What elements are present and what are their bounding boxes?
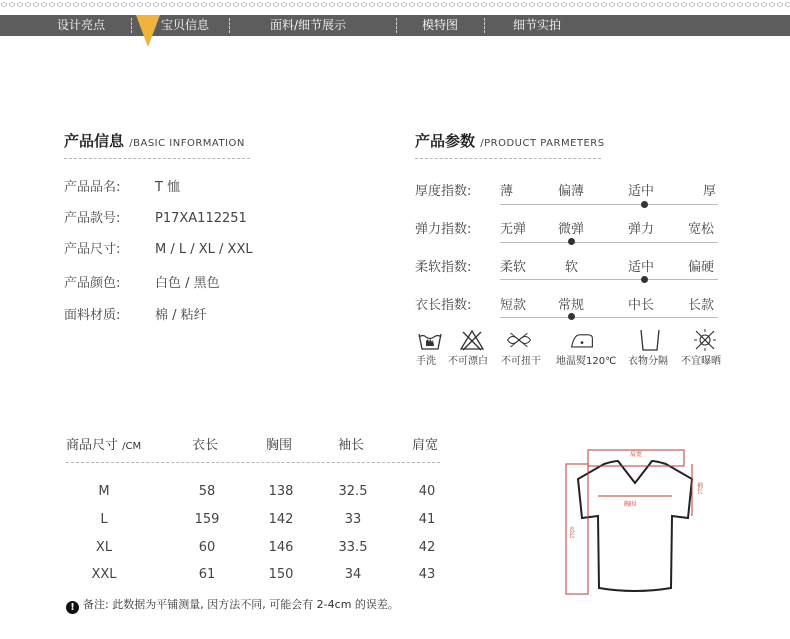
basic-info-heading: 产品信息 /BASIC INFORMATION [64, 132, 245, 150]
info-row-material: 面料材质: 棉 / 粘纤 [64, 308, 207, 323]
param-scale-line [500, 279, 718, 280]
param-option: 短款 [500, 298, 527, 313]
nav-separator [396, 18, 397, 33]
size-value: 33 [344, 512, 362, 527]
tshirt-collar [618, 461, 652, 483]
nav-separator [229, 18, 230, 33]
size-header-shoulder: 肩宽 [412, 438, 439, 453]
care-label: 衣物分隔 [628, 356, 668, 367]
param-option: 适中 [628, 184, 655, 199]
nav-separator [131, 18, 132, 33]
divider [415, 158, 601, 159]
param-option: 适中 [628, 260, 655, 275]
active-tab-indicator [136, 15, 160, 47]
warning-icon: ! [66, 601, 79, 614]
param-indicator-dot [641, 276, 648, 283]
size-value: 146 [268, 540, 294, 555]
size-value: 138 [268, 484, 294, 499]
nav-separator [484, 18, 485, 33]
param-option: 偏硬 [688, 260, 715, 275]
care-label: 不宜曝晒 [681, 356, 721, 367]
divider [64, 158, 250, 159]
no-bleach-icon [459, 328, 485, 352]
nav-tab-design-highlights[interactable]: 设计亮点 [57, 18, 106, 32]
param-scale-line [500, 242, 718, 243]
size-value: 33.5 [338, 540, 368, 555]
no-sun-icon [692, 328, 718, 352]
size-value: 60 [198, 540, 216, 555]
measurement-note [66, 596, 399, 614]
param-option: 弹力 [628, 222, 655, 237]
size-header-chest: 胸围 [266, 438, 293, 453]
size-label: M [98, 484, 110, 499]
low-iron-icon [569, 328, 595, 352]
size-value: 42 [418, 540, 436, 555]
param-option: 厚 [703, 184, 717, 199]
param-option: 微弹 [558, 222, 585, 237]
tshirt-outline [578, 461, 692, 591]
param-option: 柔软 [500, 260, 527, 275]
length-label: 衣长 [567, 526, 575, 538]
size-value: 40 [418, 484, 436, 499]
chest-label: 胸围 [623, 501, 637, 508]
size-value: 159 [194, 512, 220, 527]
care-label: 不可漂白 [448, 356, 488, 367]
size-value: 61 [198, 567, 216, 582]
size-value: 58 [198, 484, 216, 499]
size-label: XL [95, 540, 113, 555]
size-header-sleeve: 袖长 [338, 438, 365, 453]
nav-tab-model-photos[interactable]: 模特图 [422, 18, 459, 32]
param-label-elasticity: 弹力指数: [415, 222, 472, 237]
hand-wash-icon [417, 328, 443, 352]
size-label: L [100, 512, 108, 527]
tshirt-measurement-diagram [560, 446, 710, 596]
param-option: 薄 [500, 184, 514, 199]
separate-wash-icon [637, 328, 663, 352]
param-option: 宽松 [688, 222, 715, 237]
param-scale-line [500, 204, 718, 205]
note-text: 备注: 此数据为平铺测量, 因方法不同, 可能会有 2-4cm 的误差。 [83, 598, 399, 611]
size-value: 150 [268, 567, 294, 582]
shoulder-label: 肩宽 [629, 451, 643, 458]
param-label-thickness: 厚度指数: [415, 184, 472, 199]
param-option: 无弹 [500, 222, 527, 237]
nav-tab-detail-shots[interactable]: 细节实拍 [513, 18, 562, 32]
care-label: 手洗 [416, 356, 436, 367]
param-scale-line [500, 317, 718, 318]
nav-bar [0, 15, 790, 36]
param-label-softness: 柔软指数: [415, 260, 472, 275]
size-header-length: 衣长 [192, 438, 219, 453]
nav-tab-product-info[interactable]: 宝贝信息 [161, 18, 210, 32]
product-params-heading: 产品参数 /PRODUCT PARMETERS [415, 132, 605, 150]
param-indicator-dot [568, 313, 575, 320]
sleeve-label: 袖长 [695, 482, 703, 494]
param-option: 中长 [628, 298, 655, 313]
size-value: 32.5 [338, 484, 368, 499]
info-row-name: 产品品名: T 恤 [64, 180, 181, 195]
care-label: 不可扭干 [501, 356, 541, 367]
param-indicator-dot [641, 201, 648, 208]
size-table-title: 商品尺寸 /CM [66, 438, 142, 453]
info-row-sizes: 产品尺寸: M / L / XL / XXL [64, 242, 253, 257]
size-value: 41 [418, 512, 436, 527]
param-option: 常规 [558, 298, 585, 313]
param-option: 长款 [688, 298, 715, 313]
size-value: 43 [418, 567, 436, 582]
divider [66, 462, 440, 463]
size-label: XXL [91, 567, 117, 582]
size-value: 34 [344, 567, 362, 582]
info-row-colors: 产品颜色: 白色 / 黑色 [64, 276, 220, 291]
param-indicator-dot [568, 238, 575, 245]
nav-tab-fabric-details[interactable]: 面料/细节展示 [270, 18, 347, 32]
param-label-length: 衣长指数: [415, 298, 472, 313]
no-wring-icon [506, 328, 532, 352]
info-row-style-number: 产品款号: P17XA112251 [64, 211, 247, 226]
size-value: 142 [268, 512, 294, 527]
param-option: 偏薄 [558, 184, 585, 199]
decorative-chain-border [0, 0, 790, 9]
care-label: 地温熨120℃ [556, 356, 617, 367]
param-option: 软 [565, 260, 579, 275]
